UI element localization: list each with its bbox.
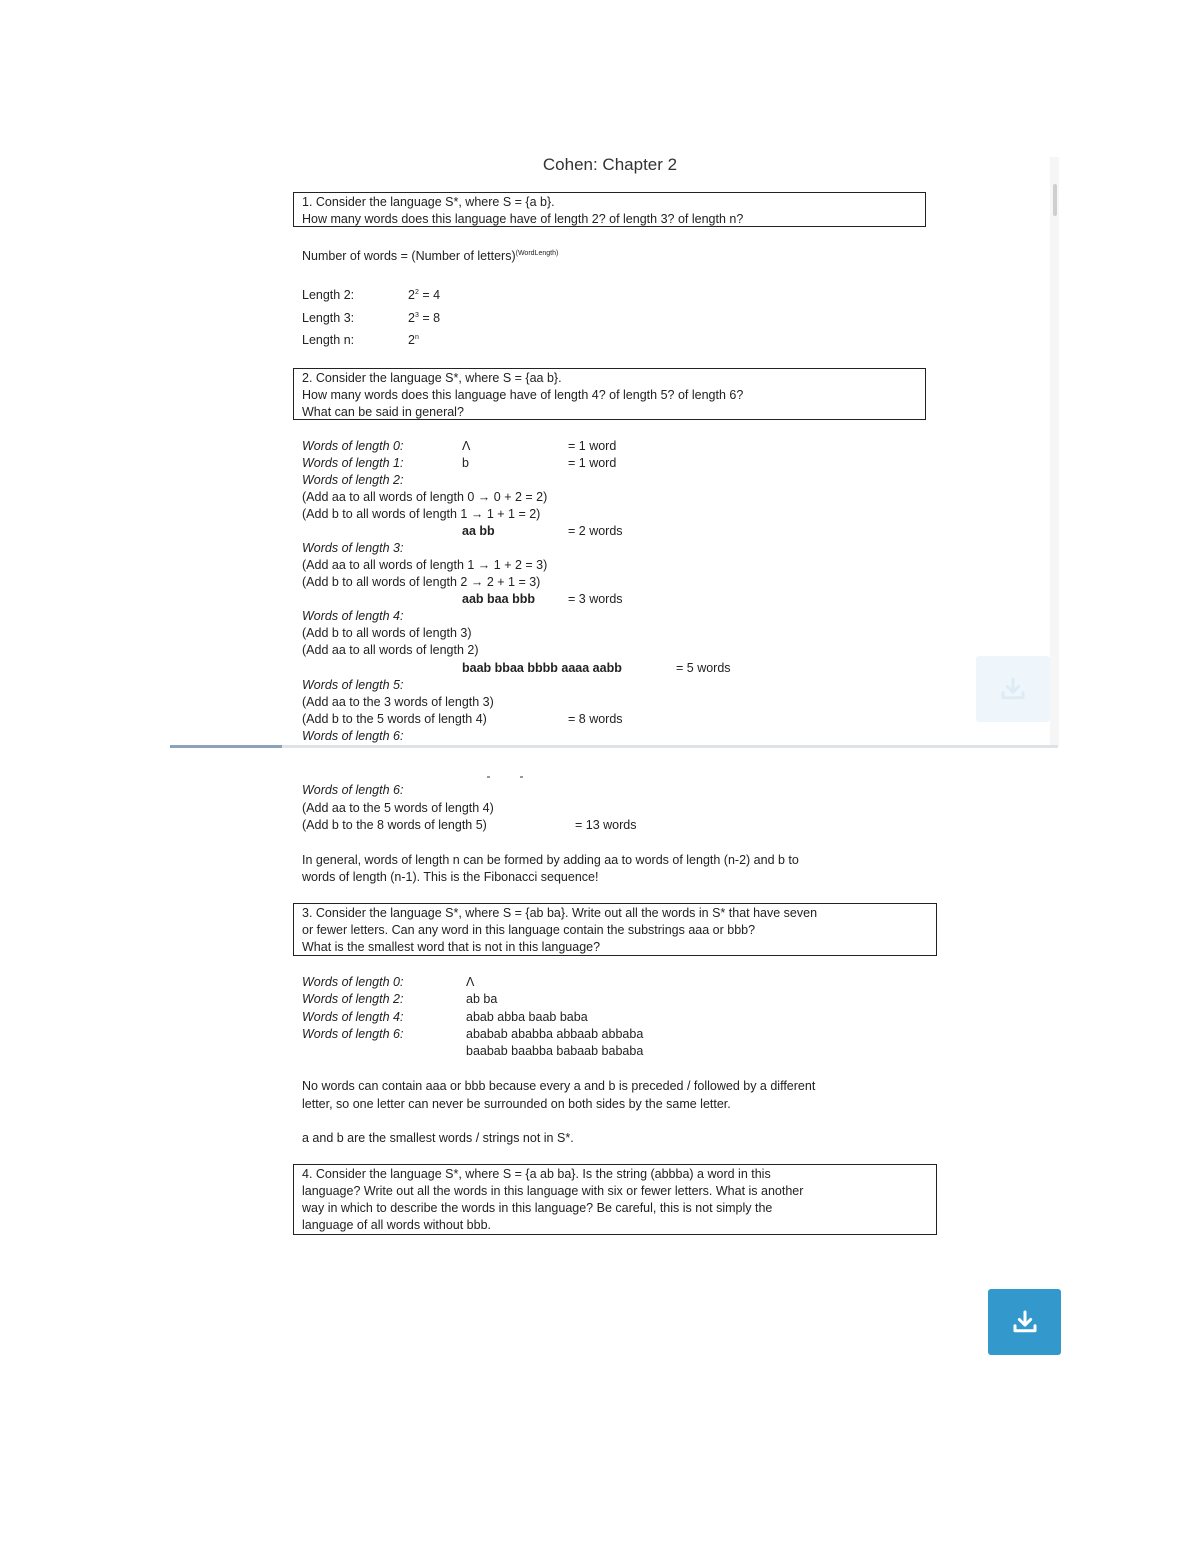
q2-line2: How many words does this language have of length 4? of length 5? of length 6?	[302, 388, 744, 402]
formula-line	[302, 248, 558, 265]
question-3-box	[293, 903, 937, 956]
length-n-row	[302, 332, 419, 349]
scan-artifact	[520, 776, 523, 778]
a2-wl3-count: = 3 words	[568, 592, 623, 606]
download-icon	[998, 674, 1028, 704]
a3-wl6-label: Words of length 6:	[302, 1027, 404, 1041]
q2-line1: 2. Consider the language S*, where S = {aa b}.	[302, 371, 562, 385]
length-value: 2$^n$	[408, 333, 419, 347]
download-icon	[1010, 1307, 1040, 1337]
a2-wl6-label-repeat: Words of length 6:	[302, 783, 404, 797]
a2-wl2-a: (Add aa to all words of length 0 → 0 + 2 = 2)	[302, 490, 548, 504]
a2-wl6-label: Words of length 6:	[302, 729, 404, 743]
a3-note-line2: letter, so one letter can never be surrounded on both sides by the same letter.	[302, 1097, 731, 1111]
a2-wl5-b: (Add b to the 5 words of length 4)	[302, 712, 487, 726]
a2-wl2-words: aa bb	[462, 524, 495, 538]
a3-wl0-label: Words of length 0:	[302, 975, 404, 989]
length-label: Length 3:	[302, 311, 355, 325]
a2-wl4-a: (Add b to all words of length 3)	[302, 626, 472, 640]
viewer-scrollbar-track[interactable]	[1050, 157, 1059, 747]
a2-wl6-b: (Add b to the 8 words of length 5)	[302, 818, 487, 832]
a2-wl3-label: Words of length 3:	[302, 541, 404, 555]
a2-wl5-a: (Add aa to the 3 words of length 3)	[302, 695, 494, 709]
a3-wl2-label: Words of length 2:	[302, 992, 404, 1006]
a3-wl4-words: abab abba baab baba	[466, 1010, 588, 1024]
a3-smallest: a and b are the smallest words / strings not in S*.	[302, 1131, 574, 1145]
page-divider	[170, 745, 1058, 748]
question-2-box	[293, 368, 926, 420]
a2-wl4-label: Words of length 4:	[302, 609, 404, 623]
a3-wl6-row1: ababab ababba abbaab abbaba	[466, 1027, 644, 1041]
a3-wl4-label: Words of length 4:	[302, 1010, 404, 1024]
a2-wl2-count: = 2 words	[568, 524, 623, 538]
question-4-box	[293, 1164, 937, 1235]
a3-note-line1: No words can contain aaa or bbb because every a and b is preceded / followed by a different	[302, 1079, 816, 1093]
a2-wl0-word: Λ	[462, 439, 471, 453]
formula-prefix: Number of words = (Number of letters)	[302, 249, 516, 263]
q4-line3: way in which to describe the words in this language? Be careful, this is not simply the	[302, 1201, 773, 1215]
a2-wl1-word: b	[462, 456, 469, 470]
a2-wl1-count: = 1 word	[568, 456, 617, 470]
q3-line2: or fewer letters. Can any word in this language contain the substrings aaa or bbb?	[302, 923, 756, 937]
length-value: $2^2 = 4$	[408, 288, 441, 302]
a2-wl2-label: Words of length 2:	[302, 473, 404, 487]
ghost-download-button[interactable]	[976, 656, 1050, 722]
a2-wl4-count: = 5 words	[676, 661, 731, 675]
q4-line2: language? Write out all the words in this language with six or fewer letters. What is another	[302, 1184, 804, 1198]
q3-line3: What is the smallest word that is not in this language?	[302, 940, 601, 954]
a3-wl2-words: ab ba	[466, 992, 498, 1006]
a2-wl4-b: (Add aa to all words of length 2)	[302, 643, 479, 657]
download-button[interactable]	[988, 1289, 1061, 1355]
a2-wl6-a: (Add aa to the 5 words of length 4)	[302, 801, 494, 815]
a3-wl6-row2: baabab baabba babaab bababa	[466, 1044, 644, 1058]
length-value: $2^3 = 8$	[408, 311, 441, 325]
q4-line1: 4. Consider the language S*, where S = {a ab ba}. Is the string (abbba) a word in this	[302, 1167, 771, 1181]
length-3-row	[302, 310, 441, 327]
a2-wl4-words: baab bbaa bbbb aaaa aabb	[462, 661, 622, 675]
a2-wl3-b: (Add b to all words of length 2 → 2 + 1 = 3)	[302, 575, 541, 589]
a2-general-line1: In general, words of length n can be formed by adding aa to words of length (n-2) and b to	[302, 853, 799, 867]
a2-general-line2: words of length (n-1). This is the Fibonacci sequence!	[302, 870, 599, 884]
a2-wl3-words: aab baa bbb	[462, 592, 535, 606]
a2-wl5-count: = 8 words	[568, 712, 623, 726]
length-label: Length n:	[302, 333, 355, 347]
scan-artifact	[487, 776, 490, 778]
a2-wl0-count: = 1 word	[568, 439, 617, 453]
a2-wl6-count: = 13 words	[575, 818, 637, 832]
a2-wl3-a: (Add aa to all words of length 1 → 1 + 2 = 3)	[302, 558, 548, 572]
q3-line1: 3. Consider the language S*, where S = {ab ba}. Write out all the words in S* that have seven	[302, 906, 818, 920]
q4-line4: language of all words without bbb.	[302, 1218, 492, 1232]
a2-wl2-b: (Add b to all words of length 1 → 1 + 1 = 2)	[302, 507, 541, 521]
load-progress-bar	[170, 745, 282, 748]
length-2-row	[302, 287, 441, 304]
a3-wl0-word: Λ	[466, 975, 475, 989]
q2-line3: What can be said in general?	[302, 405, 464, 419]
q1-line2: How many words does this language have of length 2? of length 3? of length n?	[302, 212, 744, 226]
a2-wl5-label: Words of length 5:	[302, 678, 404, 692]
length-label: Length 2:	[302, 288, 355, 302]
a2-wl0-label: Words of length 0:	[302, 439, 404, 453]
question-1-box	[293, 192, 926, 227]
q1-line1: 1. Consider the language S*, where S = {a b}.	[302, 195, 555, 209]
formula-sup: (WordLength)	[515, 249, 559, 257]
viewer-scrollbar-thumb[interactable]	[1053, 184, 1057, 216]
a2-wl1-label: Words of length 1:	[302, 456, 404, 470]
page-title: Cohen: Chapter 2	[542, 155, 678, 174]
